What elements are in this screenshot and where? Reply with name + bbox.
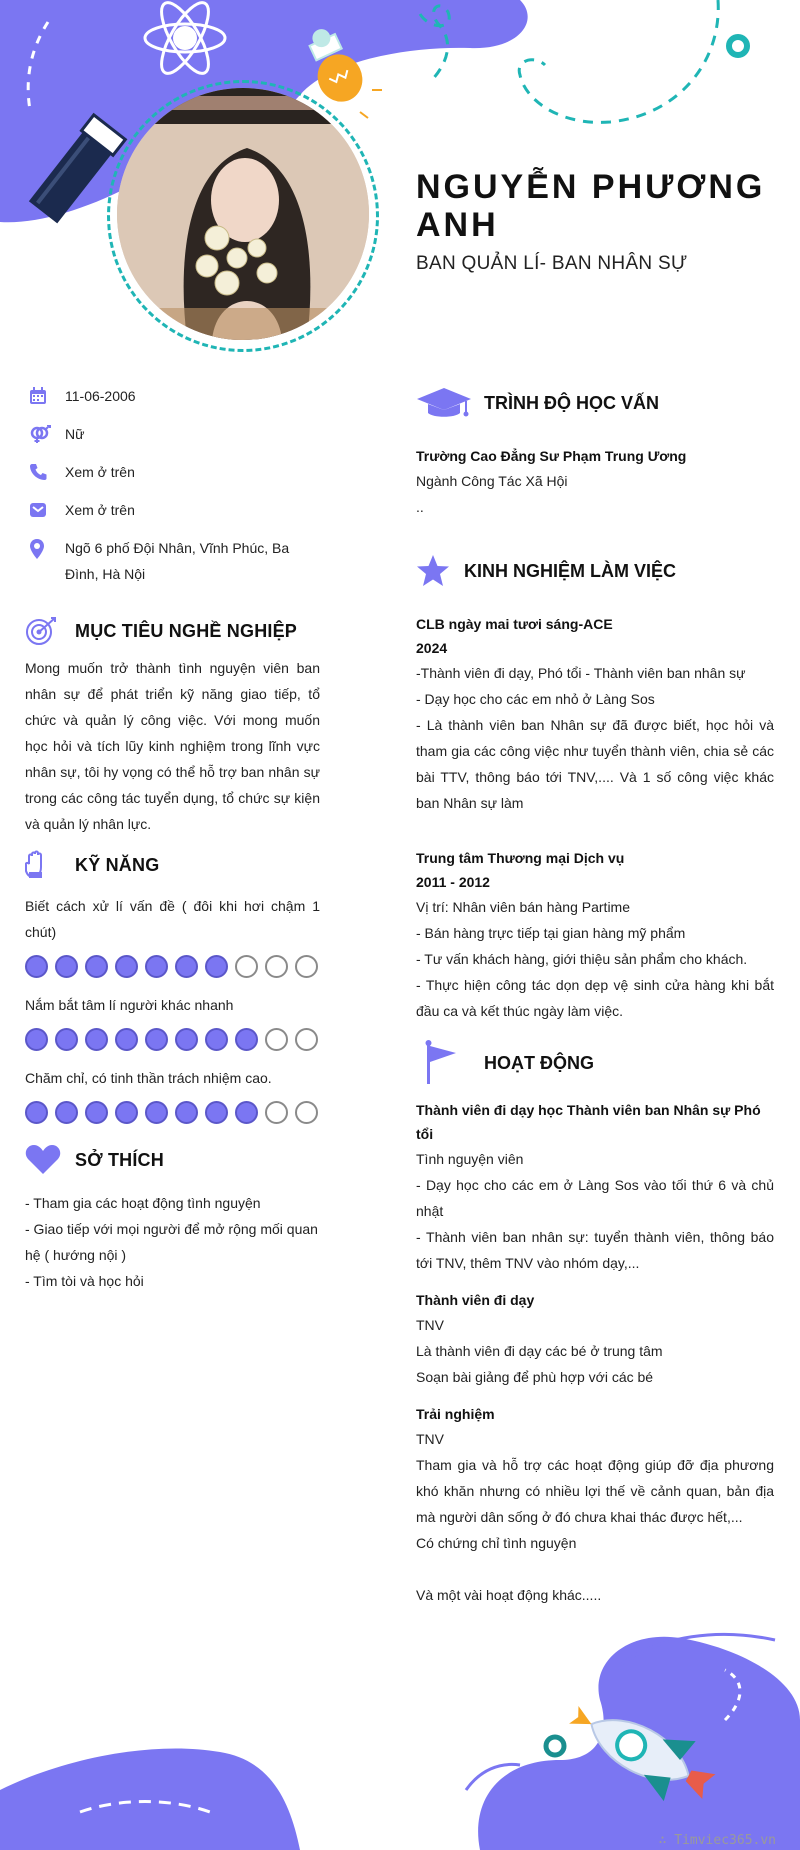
education-title: TRÌNH ĐỘ HỌC VẤN	[484, 392, 659, 413]
activity-detail: - Dạy học cho các em ở Làng Sos vào tối thứ 6 và chủ nhật	[416, 1177, 774, 1219]
bulb-ray	[360, 90, 382, 118]
skill-name: Nắm bắt tâm lí người khác nhanh	[25, 997, 234, 1013]
rating-dot-filled	[205, 1101, 228, 1124]
education-title-row	[416, 378, 774, 428]
skills-title: KỸ NĂNG	[75, 854, 160, 875]
rating-dot-filled	[235, 1101, 258, 1124]
rating-dot-filled	[175, 955, 198, 978]
contact-gender	[25, 421, 320, 459]
email-icon	[25, 497, 65, 519]
rating-dot-filled	[205, 1028, 228, 1051]
contact-birthday	[25, 383, 320, 421]
graduation-cap-icon	[416, 386, 484, 420]
job-detail: -Thành viên đi dạy, Phó tổi - Thành viên ban nhân sự	[416, 665, 746, 681]
experience-title-row	[416, 546, 774, 596]
hobby-item: - Giao tiếp với mọi người để mở rộng mối quan hệ ( hướng nội )	[25, 1221, 318, 1263]
job-company: Trung tâm Thương mại Dịch vụ	[416, 850, 625, 866]
activity-org: TNV	[416, 1317, 444, 1333]
hobby-item: - Tham gia các hoạt động tình nguyện	[25, 1195, 261, 1211]
rating-dot-empty	[295, 1028, 318, 1051]
rating-dot-filled	[145, 1101, 168, 1124]
skill-item-3	[25, 1065, 320, 1124]
rating-dot-filled	[85, 1101, 108, 1124]
watermark: ∴ Timviec365.vn	[658, 1833, 776, 1848]
education-major: Ngành Công Tác Xã Hội	[416, 473, 568, 489]
rating-dot-empty	[295, 1101, 318, 1124]
activity-item-1	[416, 1098, 774, 1276]
job-detail: - Bán hàng trực tiếp tại gian hàng mỹ phẩm	[416, 925, 686, 941]
contact-address-value: Ngõ 6 phố Đội Nhân, Vĩnh Phúc, Ba Đình, Hà Nội	[65, 540, 290, 582]
rating-dot-filled	[145, 955, 168, 978]
activities-title: HOẠT ĐỘNG	[484, 1052, 594, 1073]
teal-ring-dot	[729, 37, 747, 55]
rating-dot-filled	[25, 955, 48, 978]
heart-icon	[25, 1145, 75, 1175]
candidate-position: BAN QUẢN LÍ- BAN NHÂN SỰ	[416, 253, 688, 274]
rating-dot-filled	[55, 955, 78, 978]
rating-dot-filled	[115, 1101, 138, 1124]
rating-dot-empty	[235, 955, 258, 978]
rating-dot-empty	[265, 955, 288, 978]
rating-dot-filled	[235, 1028, 258, 1051]
skill-rating	[25, 955, 320, 978]
objective-title-row	[25, 609, 320, 653]
rating-dot-filled	[115, 1028, 138, 1051]
activities-footer: Và một vài hoạt động khác.....	[416, 1587, 602, 1603]
experience-title: KINH NGHIỆM LÀM VIỆC	[464, 560, 677, 581]
rating-dot-filled	[25, 1101, 48, 1124]
skill-name: Chăm chỉ, có tinh thần trách nhiệm cao.	[25, 1070, 272, 1086]
location-icon	[25, 535, 65, 559]
activity-org: Tình nguyện viên	[416, 1151, 524, 1167]
watermark-text: Timviec365.vn	[674, 1833, 776, 1848]
rating-dot-filled	[175, 1101, 198, 1124]
education-note: ..	[416, 499, 424, 515]
contact-list	[25, 383, 320, 587]
rating-dot-filled	[85, 955, 108, 978]
contact-birthday-value: 11-06-2006	[65, 388, 136, 404]
avatar	[117, 88, 369, 340]
job-item-2	[416, 846, 774, 1024]
candidate-name: NGUYỄN PHƯƠNG ANH	[416, 168, 766, 244]
activity-detail: - Thành viên ban nhân sự: tuyển thành viên, thông báo tới TNV, thêm TNV vào nhóm dạy,...	[416, 1229, 774, 1271]
job-detail: - Thực hiện công tác dọn dẹp vệ sinh cửa hàng khi bắt đầu ca và kết thúc ngày làm việc.	[416, 977, 774, 1019]
rating-dot-filled	[115, 955, 138, 978]
left-column	[25, 383, 320, 1294]
job-detail: - Dạy học cho các em nhỏ ở Làng Sos	[416, 691, 655, 707]
rating-dot-empty	[295, 955, 318, 978]
rating-dot-filled	[85, 1028, 108, 1051]
contact-phone	[25, 459, 320, 497]
activity-org: TNV	[416, 1431, 444, 1447]
skill-rating	[25, 1101, 320, 1124]
phone-icon	[25, 459, 65, 481]
job-item-1	[416, 612, 774, 816]
contact-gender-value: Nữ	[65, 426, 85, 442]
activities-title-row	[416, 1038, 774, 1088]
objective-title: MỤC TIÊU NGHỀ NGHIỆP	[75, 620, 298, 641]
skills-title-row	[25, 843, 320, 887]
skill-rating	[25, 1028, 320, 1051]
rating-dot-filled	[205, 955, 228, 978]
teal-ring-bottom	[546, 1737, 564, 1755]
hobby-item: - Tìm tòi và học hỏi	[25, 1273, 144, 1289]
contact-address	[25, 535, 320, 587]
rating-dot-filled	[175, 1028, 198, 1051]
avatar-photo	[117, 88, 369, 340]
activity-item-3	[416, 1402, 774, 1556]
hand-icon	[25, 850, 75, 880]
job-period: 2011 - 2012	[416, 874, 490, 890]
rating-dot-filled	[55, 1028, 78, 1051]
right-column	[416, 378, 774, 1608]
contact-phone-value: Xem ở trên	[65, 464, 135, 480]
calendar-icon	[25, 383, 65, 405]
objective-text: Mong muốn trở thành tình nguyện viên ban nhân sự để phát triển kỹ năng giao tiếp, tổ chức và quản lý công việc. Với mong muốn học hỏi và tích lũy kinh nghiệm trong lĩnh vực nhân sự, tôi hy vọng có thể hỗ trợ ban nhân sự trong các công tác tuyển dụng, tổ chức sự kiện và quản lý nhân lực.	[25, 660, 320, 832]
gender-icon	[25, 421, 65, 443]
rating-dot-empty	[265, 1028, 288, 1051]
hobbies-title: SỞ THÍCH	[75, 1149, 164, 1170]
job-period: 2024	[416, 640, 448, 656]
contact-email-value: Xem ở trên	[65, 502, 135, 518]
education-school: Trường Cao Đẳng Sư Phạm Trung Ương	[416, 448, 687, 464]
activity-detail: Soạn bài giảng để phù hợp với các bé	[416, 1369, 654, 1385]
job-detail: Vị trí: Nhân viên bán hàng Partime	[416, 899, 631, 915]
contact-email	[25, 497, 320, 535]
rating-dot-filled	[55, 1101, 78, 1124]
activity-detail: Là thành viên đi dạy các bé ở trung tâm	[416, 1343, 663, 1359]
activity-item-2	[416, 1288, 774, 1390]
job-company: CLB ngày mai tươi sáng-ACE	[416, 616, 613, 632]
skill-item-1	[25, 893, 320, 978]
job-detail: - Là thành viên ban Nhân sự đã được biết, học hỏi và tham gia các công việc như tuyển thành viên, chia sẻ các bài TTV, thông báo tới TNV,.... Và 1 số công việc khác ban Nhân sự làm	[416, 717, 774, 811]
star-icon	[416, 554, 464, 588]
activity-detail: Tham gia và hỗ trợ các hoạt động giúp đỡ địa phương khó khăn nhưng có nhiều lợi thế về cảnh quan, bản địa mà người dân sống ở đó chưa khai thác được hết,...	[416, 1457, 774, 1525]
bottom-left-blob	[0, 1748, 300, 1850]
flag-icon	[416, 1040, 484, 1086]
teal-dash-curve	[519, 0, 718, 122]
rating-dot-filled	[145, 1028, 168, 1051]
activity-detail: Có chứng chỉ tình nguyện	[416, 1535, 577, 1551]
skill-item-2	[25, 992, 320, 1051]
rating-dot-filled	[25, 1028, 48, 1051]
job-detail: - Tư vấn khách hàng, giới thiệu sản phẩm cho khách.	[416, 951, 748, 967]
activity-role: Trải nghiệm	[416, 1406, 495, 1422]
activity-role: Thành viên đi dạy học Thành viên ban Nhân sự Phó tổi	[416, 1102, 761, 1142]
rating-dot-empty	[265, 1101, 288, 1124]
target-icon	[25, 616, 75, 646]
hobbies-title-row	[25, 1138, 320, 1182]
activity-role: Thành viên đi dạy	[416, 1292, 535, 1308]
skill-name: Biết cách xử lí vấn đề ( đôi khi hơi chậm 1 chút)	[25, 898, 320, 940]
